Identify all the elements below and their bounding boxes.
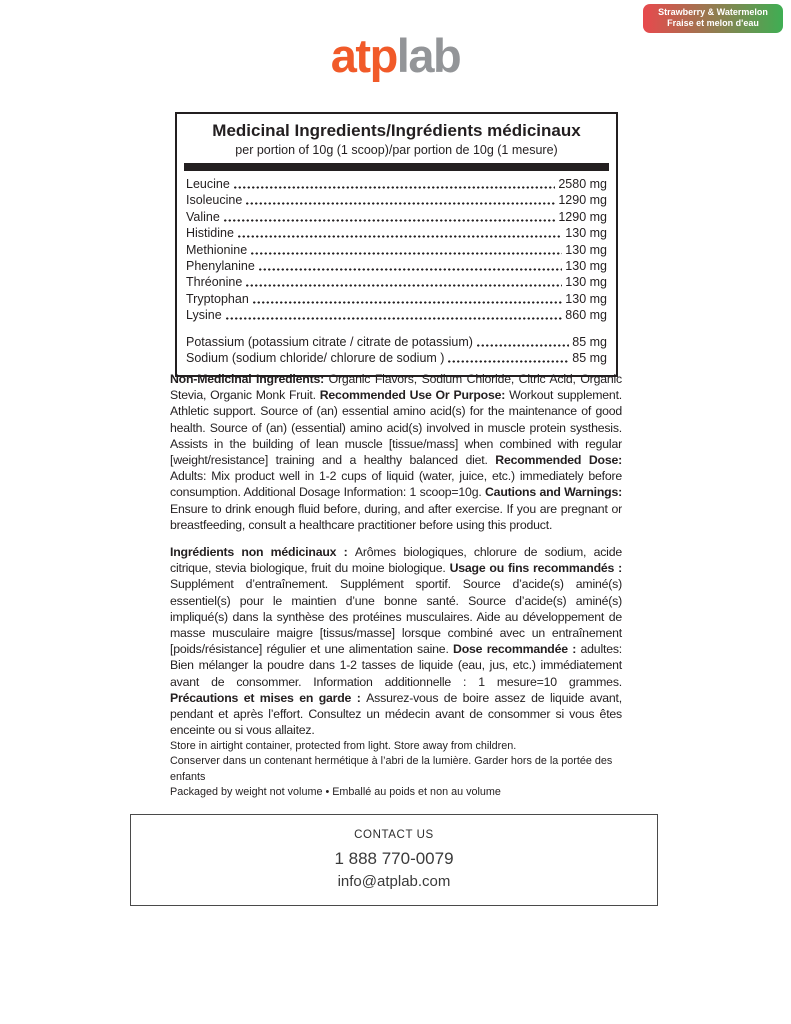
table-row (186, 350, 607, 366)
table-row (186, 274, 607, 290)
leader-dots (245, 274, 562, 290)
table-row (186, 192, 607, 208)
leader-dots (252, 291, 563, 307)
contact-email: info@atplab.com (337, 873, 451, 890)
inline-section-heading: Usage ou fins recommandés : (449, 561, 622, 576)
ingredient-amount: 1290 mg (558, 193, 607, 208)
body-text: Arômes biologiques, chlorure de sodium, acide citrique, stevia biologique, fruit du moine biologique. (170, 545, 622, 576)
ingredient-amount: 130 mg (565, 275, 607, 290)
flavor-badge-line-fr: Fraise et melon d'eau (667, 18, 759, 28)
table-row (186, 307, 607, 323)
panel-title: Medicinal Ingredients/Ingrédients médicinaux (212, 121, 581, 140)
leader-dots (250, 242, 562, 258)
english-info-paragraph (170, 371, 622, 533)
ingredient-amount: 130 mg (565, 291, 607, 306)
ingredient-name: Lysine (186, 308, 222, 323)
inline-section-heading: Recommended Use Or Purpose: (319, 388, 510, 403)
table-row (186, 242, 607, 258)
amino-acid-rows (177, 176, 616, 324)
contact-heading: CONTACT US (354, 829, 434, 841)
body-text: Ensure to drink enough fluid before, during, and after exercise. If you are pregnant or breastfeeding, consult a healthcare practitioner before using this product. (170, 501, 622, 532)
brand-logo-lab: lab (396, 29, 461, 82)
leader-dots (233, 176, 556, 192)
storage-instructions (170, 739, 640, 801)
table-row (186, 334, 607, 350)
brand-logo-atp: atp (330, 29, 397, 82)
ingredient-name: Valine (186, 209, 220, 224)
storage-line-fr: Conserver dans un contenant hermétique à l’abri de la lumière. Garder hors de la portée des enfants (170, 755, 613, 783)
leader-dots (223, 209, 556, 225)
leader-dots (476, 334, 569, 350)
ingredient-name: Leucine (186, 177, 230, 191)
ingredient-amount: 2580 mg (558, 177, 607, 191)
body-text: adultes: Bien mélanger la poudre dans 1-2 tasses de liquide (eau, jus, etc.) immédiatement avant de consommer. Information additionnelle : 1 mesure=10 grammes. (170, 642, 623, 689)
table-row (186, 225, 607, 241)
inline-section-heading: Non-Medicinal Ingredients: (170, 372, 329, 386)
inline-section-heading: Précautions et mises en garde : (170, 690, 367, 705)
flavor-badge-line-en: Strawberry & Watermelon (658, 7, 768, 17)
panel-divider-bar (184, 163, 609, 171)
leader-dots (225, 307, 563, 323)
leader-dots (245, 192, 555, 208)
body-text: Assurez-vous de boire assez de liquide avant, pendant et après l’effort. Consultez un médecin avant de consommer si vous êtes enceinte ou si vous allaitez. (170, 690, 622, 738)
leader-dots (237, 225, 562, 241)
ingredient-name: Potassium (potassium citrate / citrate de potassium) (186, 334, 473, 349)
inline-section-heading: Ingrédients non médicinaux : (170, 545, 355, 559)
ingredient-amount: 130 mg (565, 226, 607, 241)
body-text: Adults: Mix product well in 1-2 cups of liquid (water, juice, etc.) immediately before consumption. Additional Dosage Information: 1 scoop=10g. (170, 469, 622, 500)
inline-section-heading: Recommended Dose: (495, 453, 622, 468)
leader-dots (258, 258, 562, 274)
body-text: Supplément d’entraînement. Supplément sportif. Source d’acide(s) aminé(s) essentiel(s) pour le maintien d’une bonne santé. Source d’acide(s) aminé(s) impliqué(s) dans la synthèse des protéines musculaires. Aide au développement de masse musculaire maigre [tissus/masse] lorsque combiné avec un entraînement [poids/résistance] régulier et une alimentation saine. (170, 577, 622, 657)
ingredient-name: Methionine (186, 242, 248, 257)
mineral-rows (177, 334, 616, 367)
ingredient-amount: 85 mg (572, 334, 607, 349)
ingredient-name: Tryptophan (186, 291, 249, 306)
table-row (186, 176, 607, 192)
body-text: Workout supplement. Athletic support. Source of (an) essential amino acid(s) for the maintenance of good health. Source of (an) (essential) amino acid(s) involved in muscle protein systhesis. Assists in the building of lean muscle [tissue/mass] when combined with regular [weight/resistance] training and a healthy balanced diet. (170, 388, 622, 468)
ingredient-name: Histidine (186, 226, 234, 241)
brand-logo (0, 30, 791, 82)
ingredient-name: Sodium (sodium chloride/ chlorure de sodium ) (186, 351, 445, 366)
body-text: Organic Flavors, Sodium Chloride, Citric Acid, Organic Stevia, Organic Monk Fruit. (170, 372, 622, 403)
french-info-paragraph (170, 544, 622, 738)
ingredient-name: Isoleucine (186, 193, 243, 208)
table-row (186, 258, 607, 274)
inline-section-heading: Dose recommandée : (453, 642, 581, 657)
packaged-by-weight-line: Packaged by weight not volume • Emballé au poids et non au volume (170, 786, 501, 799)
ingredient-amount: 1290 mg (558, 209, 607, 224)
ingredient-amount: 130 mg (565, 259, 607, 274)
ingredient-name: Thréonine (186, 275, 243, 290)
flavor-badge (643, 4, 783, 33)
medicinal-ingredients-panel (175, 112, 618, 377)
ingredient-amount: 85 mg (572, 351, 607, 366)
contact-box (130, 814, 658, 906)
leader-dots (447, 350, 569, 366)
table-row (186, 209, 607, 225)
ingredient-amount: 860 mg (565, 308, 607, 323)
ingredient-name: Phenylanine (186, 259, 255, 274)
contact-phone: 1 888 770-0079 (334, 849, 454, 868)
panel-serving-size: per portion of 10g (1 scoop)/par portion de 10g (1 mesure) (235, 143, 558, 157)
inline-section-heading: Cautions and Warnings: (485, 485, 623, 500)
ingredient-amount: 130 mg (565, 242, 607, 257)
storage-line-en: Store in airtight container, protected from light. Store away from children. (170, 740, 517, 752)
table-row (186, 291, 607, 307)
